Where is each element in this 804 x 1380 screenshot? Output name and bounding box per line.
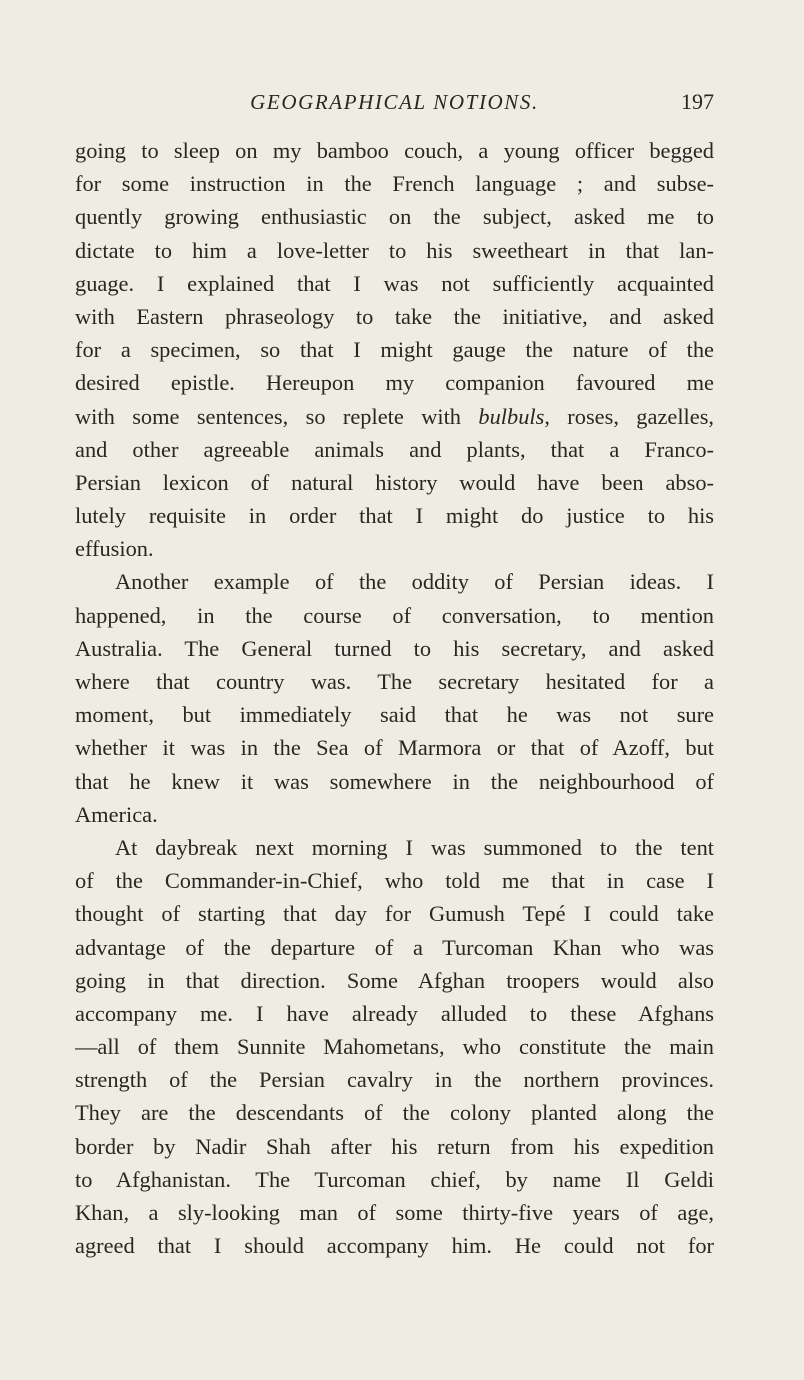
text-line (75, 831, 714, 864)
text-line (75, 267, 714, 300)
text-run: going in that direction. Some Afghan troopers would also (75, 967, 714, 993)
text-run: quently growing enthusiastic on the subject, asked me to (75, 204, 714, 230)
text-line (75, 499, 714, 532)
text-run: Persian lexicon of natural history would have been abso- (75, 469, 714, 495)
italic-word: bulbuls (478, 403, 545, 429)
text-line (75, 366, 714, 399)
text-run: thought of starting that day for Gumush Tepé I could take (75, 901, 714, 927)
text-line (75, 698, 714, 731)
text-line (75, 565, 714, 598)
text-line (75, 731, 714, 764)
text-line (75, 200, 714, 233)
text-line (75, 134, 714, 167)
text-run: lutely requisite in order that I might do justice to his (75, 503, 714, 529)
text-line (75, 1063, 714, 1096)
text-run: They are the descendants of the colony planted along the (75, 1100, 714, 1126)
text-run: Khan, a sly-looking man of some thirty-five years of age, (75, 1200, 714, 1225)
text-run: advantage of the departure of a Turcoman Khan who was (75, 934, 714, 960)
text-run: where that country was. The secretary hesitated for a (75, 669, 714, 694)
text-line (75, 167, 714, 200)
text-line (75, 964, 714, 997)
text-line (75, 897, 714, 930)
text-line (75, 433, 714, 466)
text-run: effusion. (75, 536, 154, 562)
text-run: and other agreeable animals and plants, that a Franco- (75, 436, 714, 462)
text-run: strength of the Persian cavalry in the northern provinces. (75, 1067, 714, 1093)
text-line (75, 1096, 714, 1129)
text-line (75, 532, 714, 565)
text-run: At daybreak next morning I was summoned to the tent (115, 834, 714, 860)
text-run: accompany me. I have already alluded to these Afghans (75, 1000, 714, 1026)
text-run: border by Nadir Shah after his return from his expedition (75, 1133, 714, 1159)
text-run: happened, in the course of conversation, to mention (75, 602, 714, 628)
text-line (75, 997, 714, 1030)
text-line (75, 300, 714, 333)
running-title: GEOGRAPHICAL NOTIONS. (250, 90, 539, 114)
text-run: going to sleep on my bamboo couch, a young officer begged (75, 138, 714, 163)
running-head (75, 86, 714, 118)
page-number: 197 (681, 89, 714, 114)
text-line (75, 1130, 714, 1163)
text-run: for some instruction in the French language ; and subse- (75, 171, 714, 197)
text-run: —all of them Sunnite Mahometans, who constitute the main (75, 1034, 714, 1060)
text-run: moment, but immediately said that he was not sure (75, 702, 714, 728)
text-run: for a specimen, so that I might gauge the nature of the (75, 337, 714, 363)
text-line (75, 798, 714, 831)
text-run: whether it was in the Sea of Marmora or that of Azoff, but (75, 735, 714, 761)
body-text (75, 134, 714, 1262)
text-line (75, 1163, 714, 1196)
text-run: America. (75, 801, 158, 827)
text-line (75, 466, 714, 499)
text-run: of the Commander-in-Chief, who told me that in case I (75, 868, 714, 894)
text-line (75, 400, 714, 433)
text-run: that he knew it was somewhere in the neighbourhood of (75, 768, 714, 794)
text-run: guage. I explained that I was not sufficiently acquainted (75, 270, 714, 296)
text-line (75, 864, 714, 897)
text-line (75, 1030, 714, 1063)
text-line (75, 931, 714, 964)
text-line (75, 665, 714, 698)
text-line (75, 632, 714, 665)
text-run: agreed that I should accompany him. He could not for (75, 1233, 714, 1259)
text-line (75, 765, 714, 798)
text-run: , roses, gazelles, (544, 403, 714, 429)
text-line (75, 599, 714, 632)
text-run: with Eastern phraseology to take the initiative, and asked (75, 303, 714, 329)
text-line (75, 1196, 714, 1229)
text-run: dictate to him a love-letter to his sweetheart in that lan- (75, 237, 714, 263)
text-line (75, 234, 714, 267)
text-run: with some sentences, so replete with (75, 403, 479, 429)
text-line (75, 333, 714, 366)
text-run: Another example of the oddity of Persian ideas. I (115, 569, 714, 595)
text-run: Australia. The General turned to his secretary, and asked (75, 635, 714, 661)
text-run: to Afghanistan. The Turcoman chief, by name Il Geldi (75, 1166, 714, 1192)
text-line (75, 1229, 714, 1262)
text-run: desired epistle. Hereupon my companion favoured me (75, 370, 714, 396)
book-page (75, 86, 714, 1262)
